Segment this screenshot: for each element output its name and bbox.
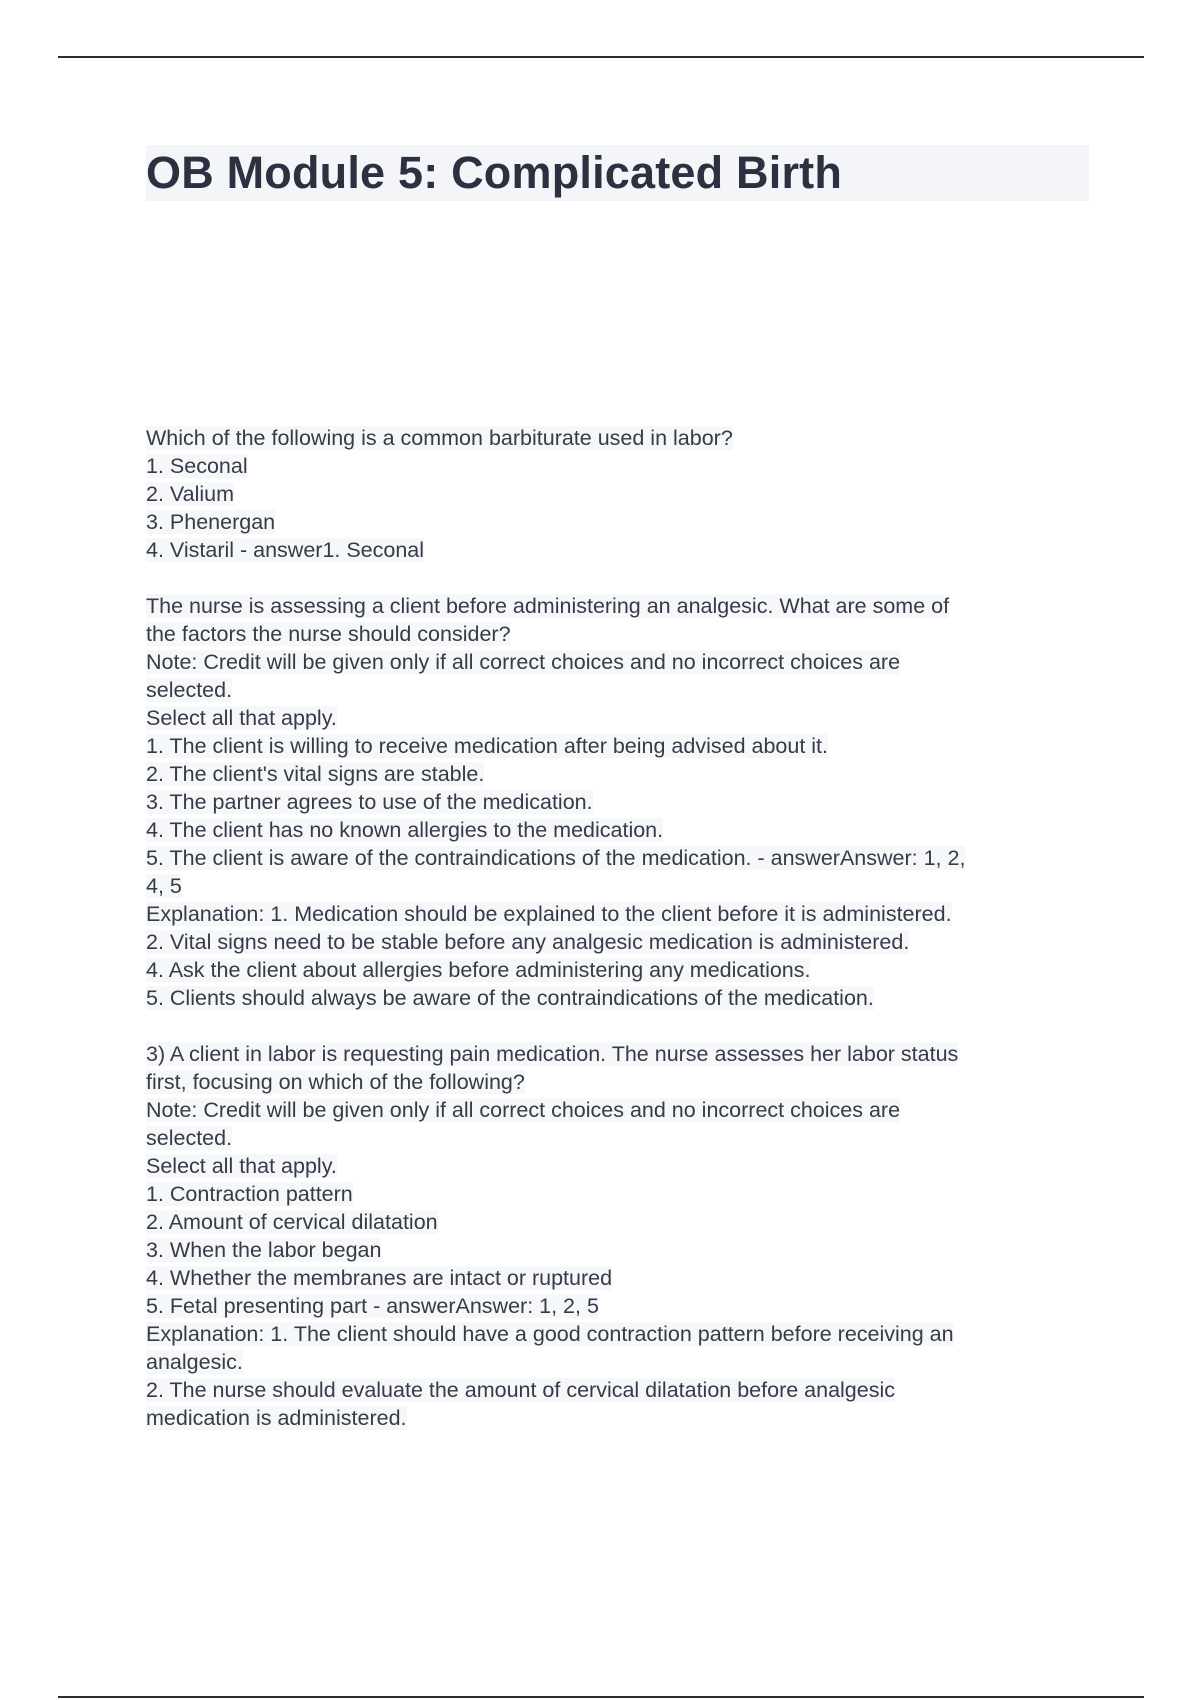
bottom-divider xyxy=(58,1696,1144,1698)
option-line: 4. The client has no known allergies to the medication. xyxy=(146,818,664,842)
answer-line: 4, 5 xyxy=(146,874,182,898)
question-line: The nurse is assessing a client before administering an analgesic. What are some of xyxy=(146,594,950,618)
question-block-1 xyxy=(146,424,1091,564)
explanation-line: medication is administered. xyxy=(146,1406,407,1430)
option-line: 2. Amount of cervical dilatation xyxy=(146,1210,438,1234)
option-line: 3. The partner agrees to use of the medication. xyxy=(146,790,593,814)
option-line: 1. Seconal xyxy=(146,454,248,478)
explanation-line: 2. Vital signs need to be stable before any analgesic medication is administered. xyxy=(146,930,910,954)
question-line: first, focusing on which of the following? xyxy=(146,1070,525,1094)
instruction-line: Select all that apply. xyxy=(146,1154,337,1178)
question-line: the factors the nurse should consider? xyxy=(146,622,511,646)
option-line: 1. Contraction pattern xyxy=(146,1182,353,1206)
question-block-3 xyxy=(146,1040,1091,1432)
note-line: Note: Credit will be given only if all correct choices and no incorrect choices are xyxy=(146,1098,901,1122)
question-line: Which of the following is a common barbiturate used in labor? xyxy=(146,426,733,450)
note-line: Note: Credit will be given only if all correct choices and no incorrect choices are xyxy=(146,650,901,674)
option-line: 2. The client's vital signs are stable. xyxy=(146,762,485,786)
answer-line: 4. Vistaril - answer1. Seconal xyxy=(146,538,425,562)
explanation-line: Explanation: 1. Medication should be explained to the client before it is administered. xyxy=(146,902,952,926)
answer-line: 5. Fetal presenting part - answerAnswer: 1, 2, 5 xyxy=(146,1294,599,1318)
top-divider xyxy=(58,56,1144,58)
question-block-2 xyxy=(146,592,1091,1012)
question-list xyxy=(146,424,1091,1460)
note-line: selected. xyxy=(146,1126,233,1150)
option-line: 3. When the labor began xyxy=(146,1238,382,1262)
explanation-line: 2. The nurse should evaluate the amount of cervical dilatation before analgesic xyxy=(146,1378,895,1402)
option-line: 2. Valium xyxy=(146,482,235,506)
option-line: 4. Whether the membranes are intact or ruptured xyxy=(146,1266,613,1290)
note-line: selected. xyxy=(146,678,233,702)
explanation-line: 5. Clients should always be aware of the contraindications of the medication. xyxy=(146,986,874,1010)
explanation-line: Explanation: 1. The client should have a good contraction pattern before receiving an xyxy=(146,1322,954,1346)
answer-line: 5. The client is aware of the contraindications of the medication. - answerAnswer: 1, 2, xyxy=(146,846,966,870)
explanation-line: analgesic. xyxy=(146,1350,243,1374)
instruction-line: Select all that apply. xyxy=(146,706,337,730)
option-line: 3. Phenergan xyxy=(146,510,276,534)
page-title: OB Module 5: Complicated Birth xyxy=(146,147,843,198)
explanation-line: 4. Ask the client about allergies before administering any medications. xyxy=(146,958,811,982)
question-line: 3) A client in labor is requesting pain medication. The nurse assesses her labor status xyxy=(146,1042,959,1066)
option-line: 1. The client is willing to receive medication after being advised about it. xyxy=(146,734,829,758)
